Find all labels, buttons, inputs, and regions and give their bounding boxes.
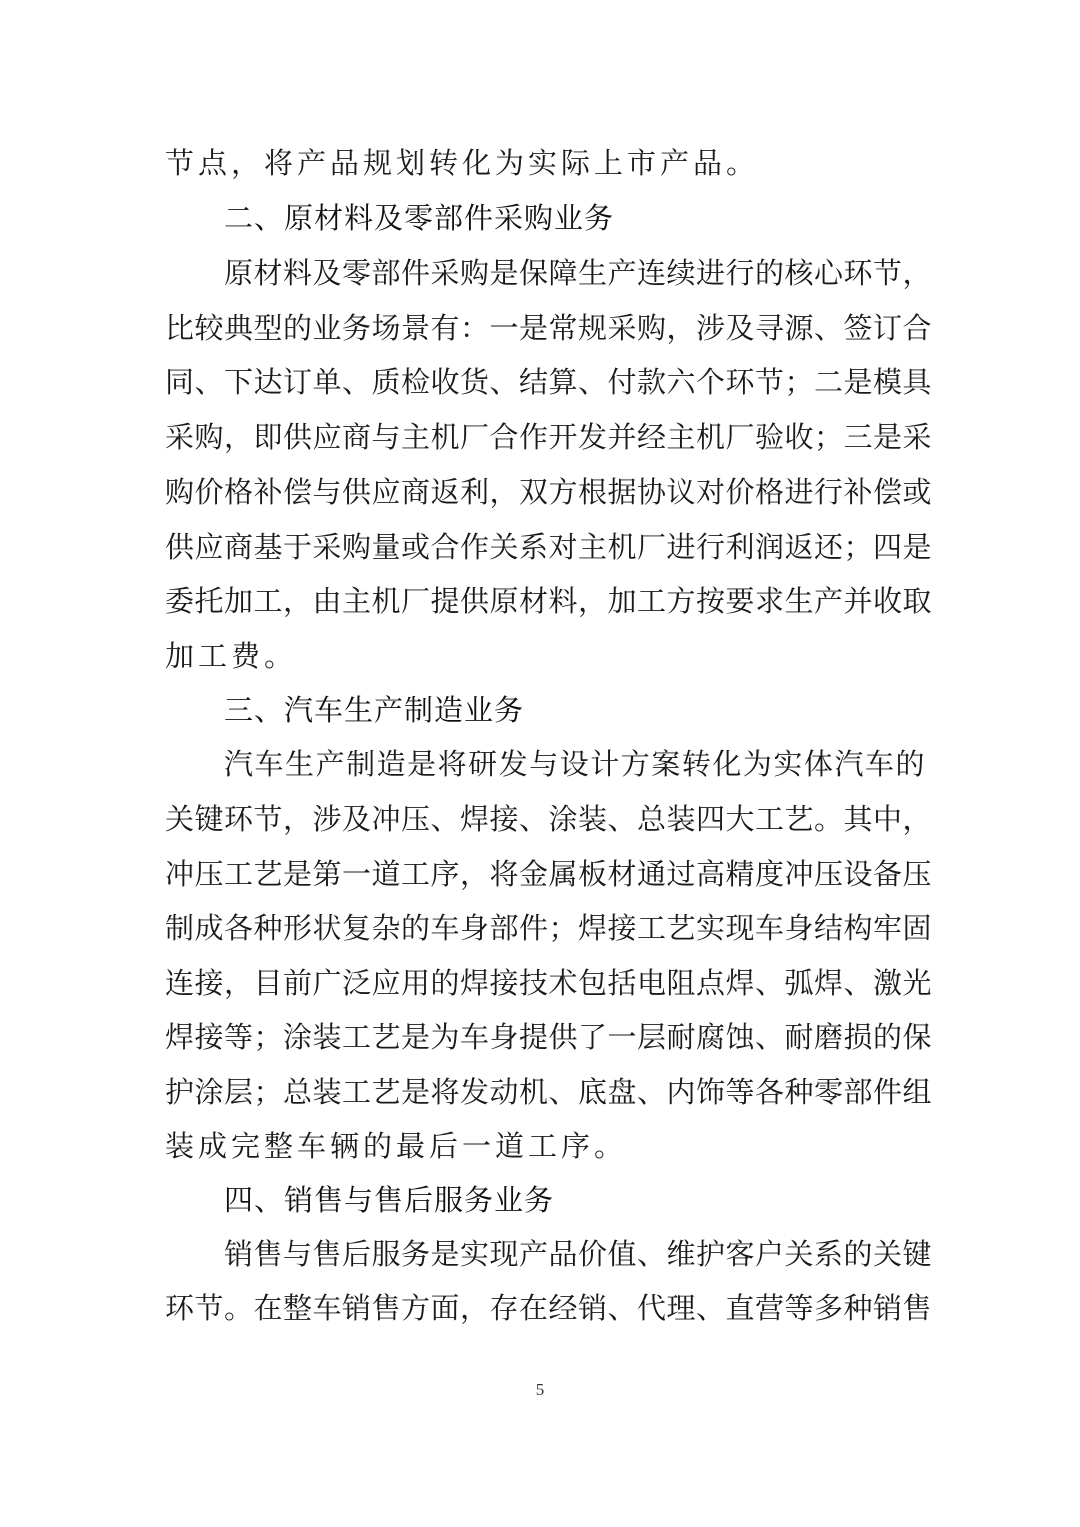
paragraph-line: 制成各种形状复杂的车身部件；焊接工艺实现车身结构牢固	[165, 911, 933, 945]
paragraph-line: 销售与售后服务是实现产品价值、维护客户关系的关键	[224, 1237, 933, 1271]
page-number: 5	[535, 1380, 545, 1399]
paragraph-line: 冲压工艺是第一道工序，将金属板材通过高精度冲压设备压	[165, 857, 933, 891]
paragraph-line: 加工费。	[165, 639, 298, 673]
paragraph-line: 连接，目前广泛应用的焊接技术包括电阻点焊、弧焊、激光	[165, 966, 933, 1000]
paragraph-line: 委托加工，由主机厂提供原材料，加工方按要求生产并收取	[165, 584, 933, 618]
paragraph-line: 节点，将产品规划转化为实际上市产品。	[165, 146, 760, 180]
paragraph-line: 环节。在整车销售方面，存在经销、代理、直营等多种销售	[165, 1291, 933, 1325]
paragraph-line: 护涂层；总装工艺是将发动机、底盘、内饰等各种零部件组	[165, 1075, 933, 1109]
paragraph-line: 同、下达订单、质检收货、结算、付款六个环节；二是模具	[165, 365, 933, 399]
section-heading-manufacturing: 三、汽车生产制造业务	[224, 693, 525, 727]
paragraph-line: 供应商基于采购量或合作关系对主机厂进行利润返还；四是	[165, 530, 933, 564]
paragraph-line: 购价格补偿与供应商返利，双方根据协议对价格进行补偿或	[165, 475, 933, 509]
paragraph-line: 装成完整车辆的最后一道工序。	[165, 1129, 628, 1163]
paragraph-line: 关键环节，涉及冲压、焊接、涂装、总装四大工艺。其中，	[165, 802, 933, 836]
paragraph-line: 采购，即供应商与主机厂合作开发并经主机厂验收；三是采	[165, 420, 933, 454]
paragraph-line: 比较典型的业务场景有：一是常规采购，涉及寻源、签订合	[165, 311, 933, 345]
section-heading-sales: 四、销售与售后服务业务	[224, 1183, 555, 1217]
paragraph-line: 焊接等；涂装工艺是为车身提供了一层耐腐蚀、耐磨损的保	[165, 1020, 933, 1054]
section-heading-procurement: 二、原材料及零部件采购业务	[224, 201, 615, 235]
paragraph-line: 原材料及零部件采购是保障生产连续进行的核心环节，	[224, 256, 933, 290]
paragraph-line: 汽车生产制造是将研发与设计方案转化为实体汽车的	[224, 747, 925, 781]
